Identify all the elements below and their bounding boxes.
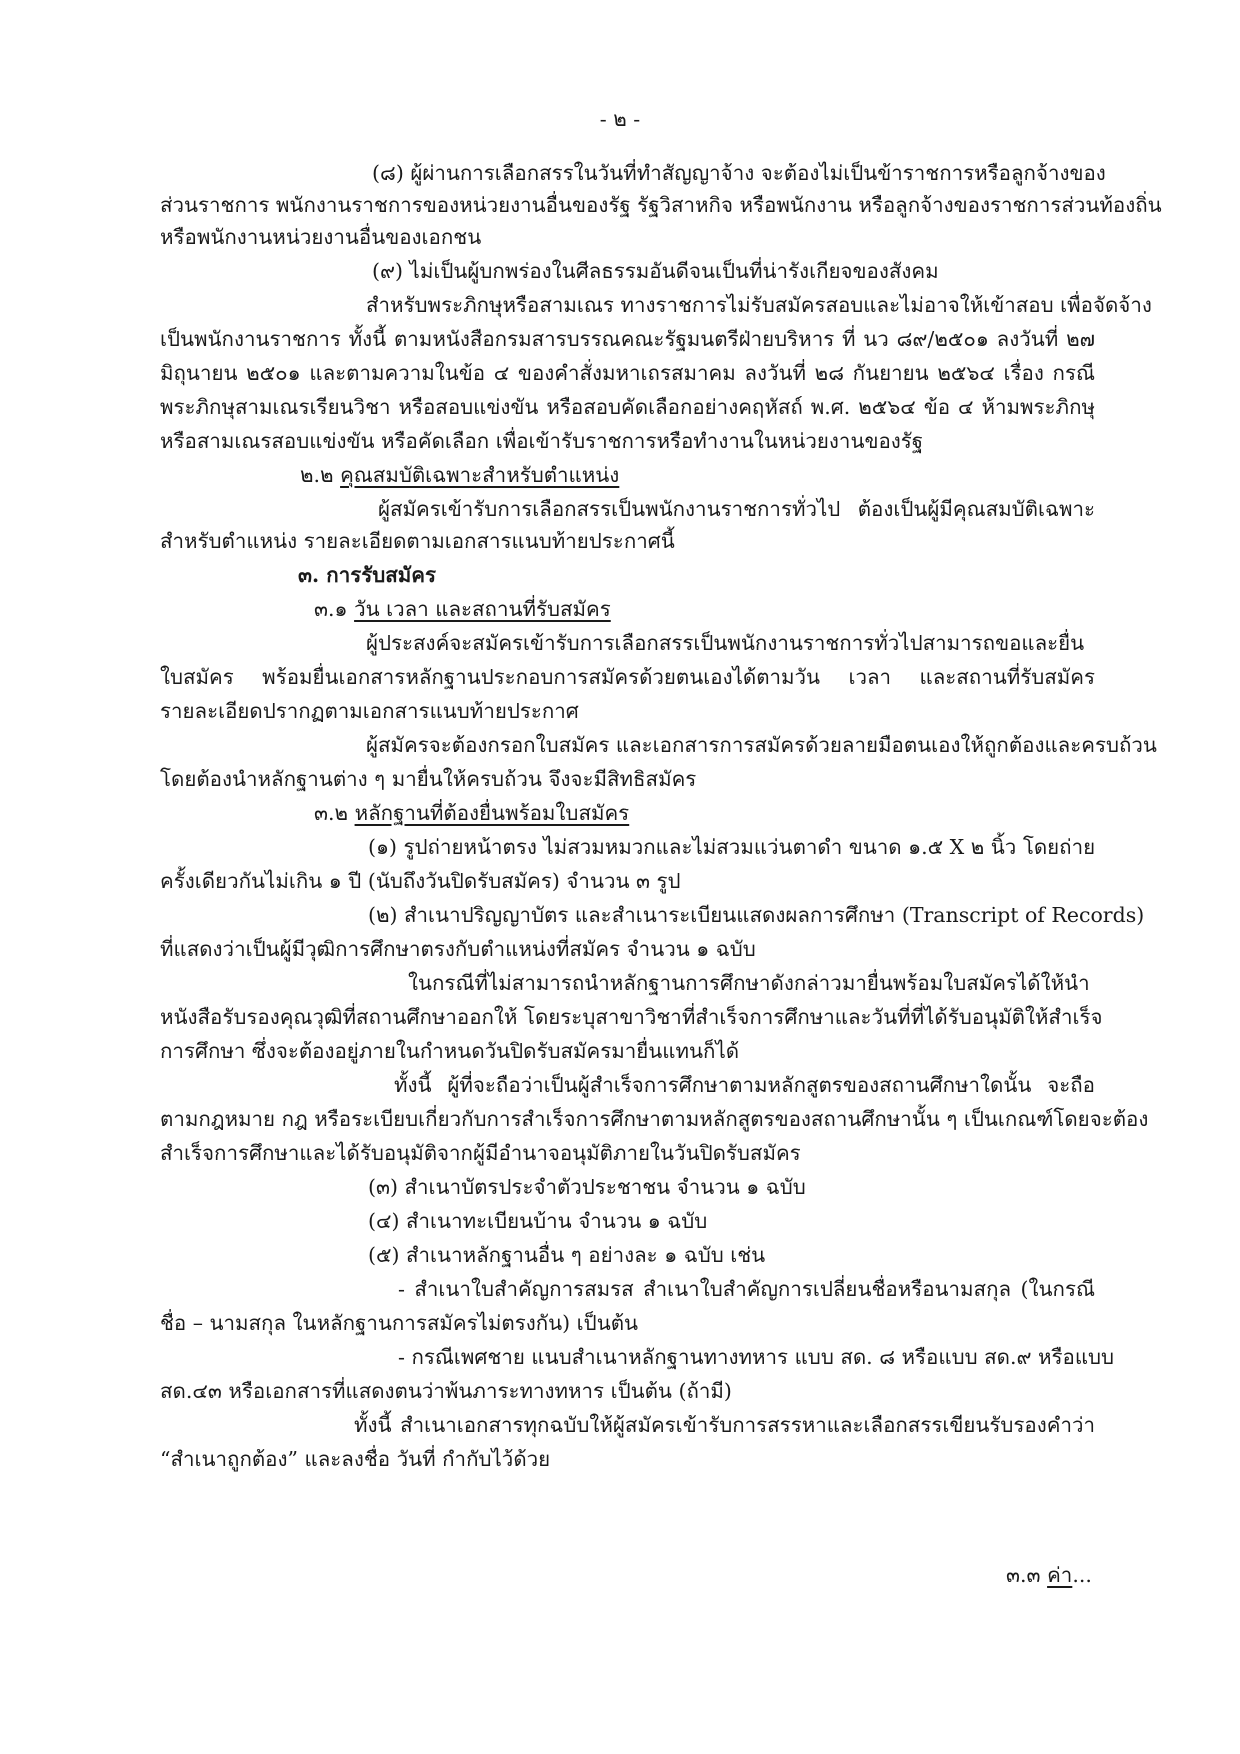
continuation-note [1006,1560,1092,1590]
paragraph-line: พระภิกษุสามเณรเรียนวิชา หรือสอบแข่งขัน หรือสอบคัดเลือกอย่างคฤหัสถ์ พ.ศ. ๒๕๖๔ ข้อ ๔ ห้ามพระภิกษุ [160,395,1095,419]
section-heading-3: ๓. การรับสมัคร [298,563,436,587]
paragraph-line: ส่วนราชการ พนักงานราชการของหน่วยงานอื่นของรัฐ รัฐวิสาหกิจ หรือพนักงาน หรือลูกจ้างของราชการส่วนท้องถิ่น [160,193,1162,217]
paragraph-line: (๑) รูปถ่ายหน้าตรง ไม่สวมหมวกและไม่สวมแว่นตาดำ ขนาด ๑.๕ X ๒ นิ้ว โดยถ่าย [368,835,1096,859]
section-heading-3-2 [314,798,629,828]
section-title: วัน เวลา และสถานที่รับสมัคร [354,597,611,621]
list-item: (๓) สำเนาบัตรประจำตัวประชาชน จำนวน ๑ ฉบับ [368,1175,806,1199]
paragraph-line: เป็นพนักงานราชการ ทั้งนี้ ตามหนังสือกรมสารบรรณคณะรัฐมนตรีฝ่ายบริหาร ที่ นว ๘๙/๒๕๐๑ ลงวันที่ ๒๗ [160,327,1095,351]
paragraph-line: - สำเนาใบสำคัญการสมรส สำเนาใบสำคัญการเปลี่ยนชื่อหรือนามสกุล (ในกรณี [398,1277,1095,1301]
section-title: หลักฐานที่ต้องยื่นพร้อมใบสมัคร [354,801,630,825]
paragraph-line: ผู้สมัครจะต้องกรอกใบสมัคร และเอกสารการสมัครด้วยลายมือตนเองให้ถูกต้องและครบถ้วน [366,733,1157,757]
paragraph-line: มิถุนายน ๒๕๐๑ และตามความในข้อ ๔ ของคำสั่งมหาเถรสมาคม ลงวันที่ ๒๘ กันยายน ๒๕๖๔ เรื่อง กรณี [160,361,1095,385]
paragraph-line: - กรณีเพศชาย แนบสำเนาหลักฐานทางทหาร แบบ สด. ๘ หรือแบบ สด.๙ หรือแบบ [398,1345,1115,1369]
section-number: ๓.๒ [314,801,349,825]
paragraph-line: ครั้งเดียวกันไม่เกิน ๑ ปี (นับถึงวันปิดรับสมัคร) จำนวน ๓ รูป [160,869,681,893]
paragraph-line: โดยต้องนำหลักฐานต่าง ๆ มายื่นให้ครบถ้วน จึงจะมีสิทธิสมัคร [160,767,697,791]
section-title: คุณสมบัติเฉพาะสำหรับตำแหน่ง [340,463,620,487]
paragraph-line: หรือสามเณรสอบแข่งขัน หรือคัดเลือก เพื่อเข้ารับราชการหรือทำงานในหน่วยงานของรัฐ [160,429,924,453]
paragraph-line: สำเร็จการศึกษาและได้รับอนุมัติจากผู้มีอำนาจอนุมัติภายในวันปิดรับสมัคร [160,1141,801,1165]
paragraph-line: สด.๔๓ หรือเอกสารที่แสดงตนว่าพ้นภาระทางทหาร เป็นต้น (ถ้ามี) [160,1379,732,1403]
list-item: (๔) สำเนาทะเบียนบ้าน จำนวน ๑ ฉบับ [368,1209,708,1233]
paragraph-line: ตามกฎหมาย กฎ หรือระเบียบเกี่ยวกับการสำเร็จการศึกษาตามหลักสูตรของสถานศึกษานั้น ๆ เป็นเกณฑ์โดยจะต้อง [160,1107,1149,1131]
paragraph-line: รายละเอียดปรากฏตามเอกสารแนบท้ายประกาศ [160,699,579,723]
paragraph-line: หนังสือรับรองคุณวุฒิที่สถานศึกษาออกให้ โดยระบุสาขาวิชาที่สำเร็จการศึกษาและวันที่ที่ได้รับอนุมัติให้สำเร็จ [160,1005,1103,1029]
paragraph-line: (๙) ไม่เป็นผู้บกพร่องในศีลธรรมอันดีจนเป็นที่น่ารังเกียจของสังคม [372,259,939,283]
page-number: - ๒ - [599,107,641,131]
section-number: ๒.๒ [300,463,334,487]
continuation-word: ค่า [1047,1563,1073,1587]
paragraph-line: สำหรับพระภิกษุหรือสามเณร ทางราชการไม่รับสมัครสอบและไม่อาจให้เข้าสอบ เพื่อจัดจ้าง [366,293,1152,317]
section-number: ๓.๑ [314,597,348,621]
paragraph-line: ผู้สมัครเข้ารับการเลือกสรรเป็นพนักงานราชการทั่วไป ต้องเป็นผู้มีคุณสมบัติเฉพาะ [378,497,1095,521]
paragraph-line: “สำเนาถูกต้อง” และลงชื่อ วันที่ กำกับไว้ด้วย [160,1447,551,1471]
continuation-prefix: ๓.๓ [1006,1563,1041,1587]
section-heading-2-2 [300,460,619,490]
paragraph-line: ผู้ประสงค์จะสมัครเข้ารับการเลือกสรรเป็นพนักงานราชการทั่วไปสามารถขอและยื่น [366,631,1085,655]
paragraph-line: ทั้งนี้ สำเนาเอกสารทุกฉบับให้ผู้สมัครเข้ารับการสรรหาและเลือกสรรเขียนรับรองคำว่า [354,1413,1095,1437]
paragraph-line: ในกรณีที่ไม่สามารถนำหลักฐานการศึกษาดังกล่าวมายื่นพร้อมใบสมัครได้ให้นำ [408,971,1090,995]
paragraph-line: สำหรับตำแหน่ง รายละเอียดตามเอกสารแนบท้ายประกาศนี้ [160,529,675,553]
paragraph-line: ที่แสดงว่าเป็นผู้มีวุฒิการศึกษาตรงกับตำแหน่งที่สมัคร จำนวน ๑ ฉบับ [160,937,756,961]
paragraph-line: หรือพนักงานหน่วยงานอื่นของเอกชน [160,225,482,249]
continuation-ellipsis: ... [1072,1563,1092,1587]
section-heading-3-1 [314,594,611,624]
list-item: (๕) สำเนาหลักฐานอื่น ๆ อย่างละ ๑ ฉบับ เช่น [368,1243,766,1267]
paragraph-line: การศึกษา ซึ่งจะต้องอยู่ภายในกำหนดวันปิดรับสมัครมายื่นแทนก็ได้ [160,1039,740,1063]
paragraph-line: ใบสมัคร พร้อมยื่นเอกสารหลักฐานประกอบการสมัครด้วยตนเองได้ตามวัน เวลา และสถานที่รับสมัคร [160,665,1095,689]
paragraph-line: (๘) ผู้ผ่านการเลือกสรรในวันที่ทำสัญญาจ้าง จะต้องไม่เป็นข้าราชการหรือลูกจ้างของ [372,161,1106,185]
paragraph-line: ชื่อ – นามสกุล ในหลักฐานการสมัครไม่ตรงกัน) เป็นต้น [160,1311,639,1335]
paragraph-line: ทั้งนี้ ผู้ที่จะถือว่าเป็นผู้สำเร็จการศึกษาตามหลักสูตรของสถานศึกษาใดนั้น จะถือ [394,1073,1095,1097]
paragraph-line: (๒) สำเนาปริญญาบัตร และสำเนาระเบียนแสดงผลการศึกษา (Transcript of Records) [368,903,1145,927]
